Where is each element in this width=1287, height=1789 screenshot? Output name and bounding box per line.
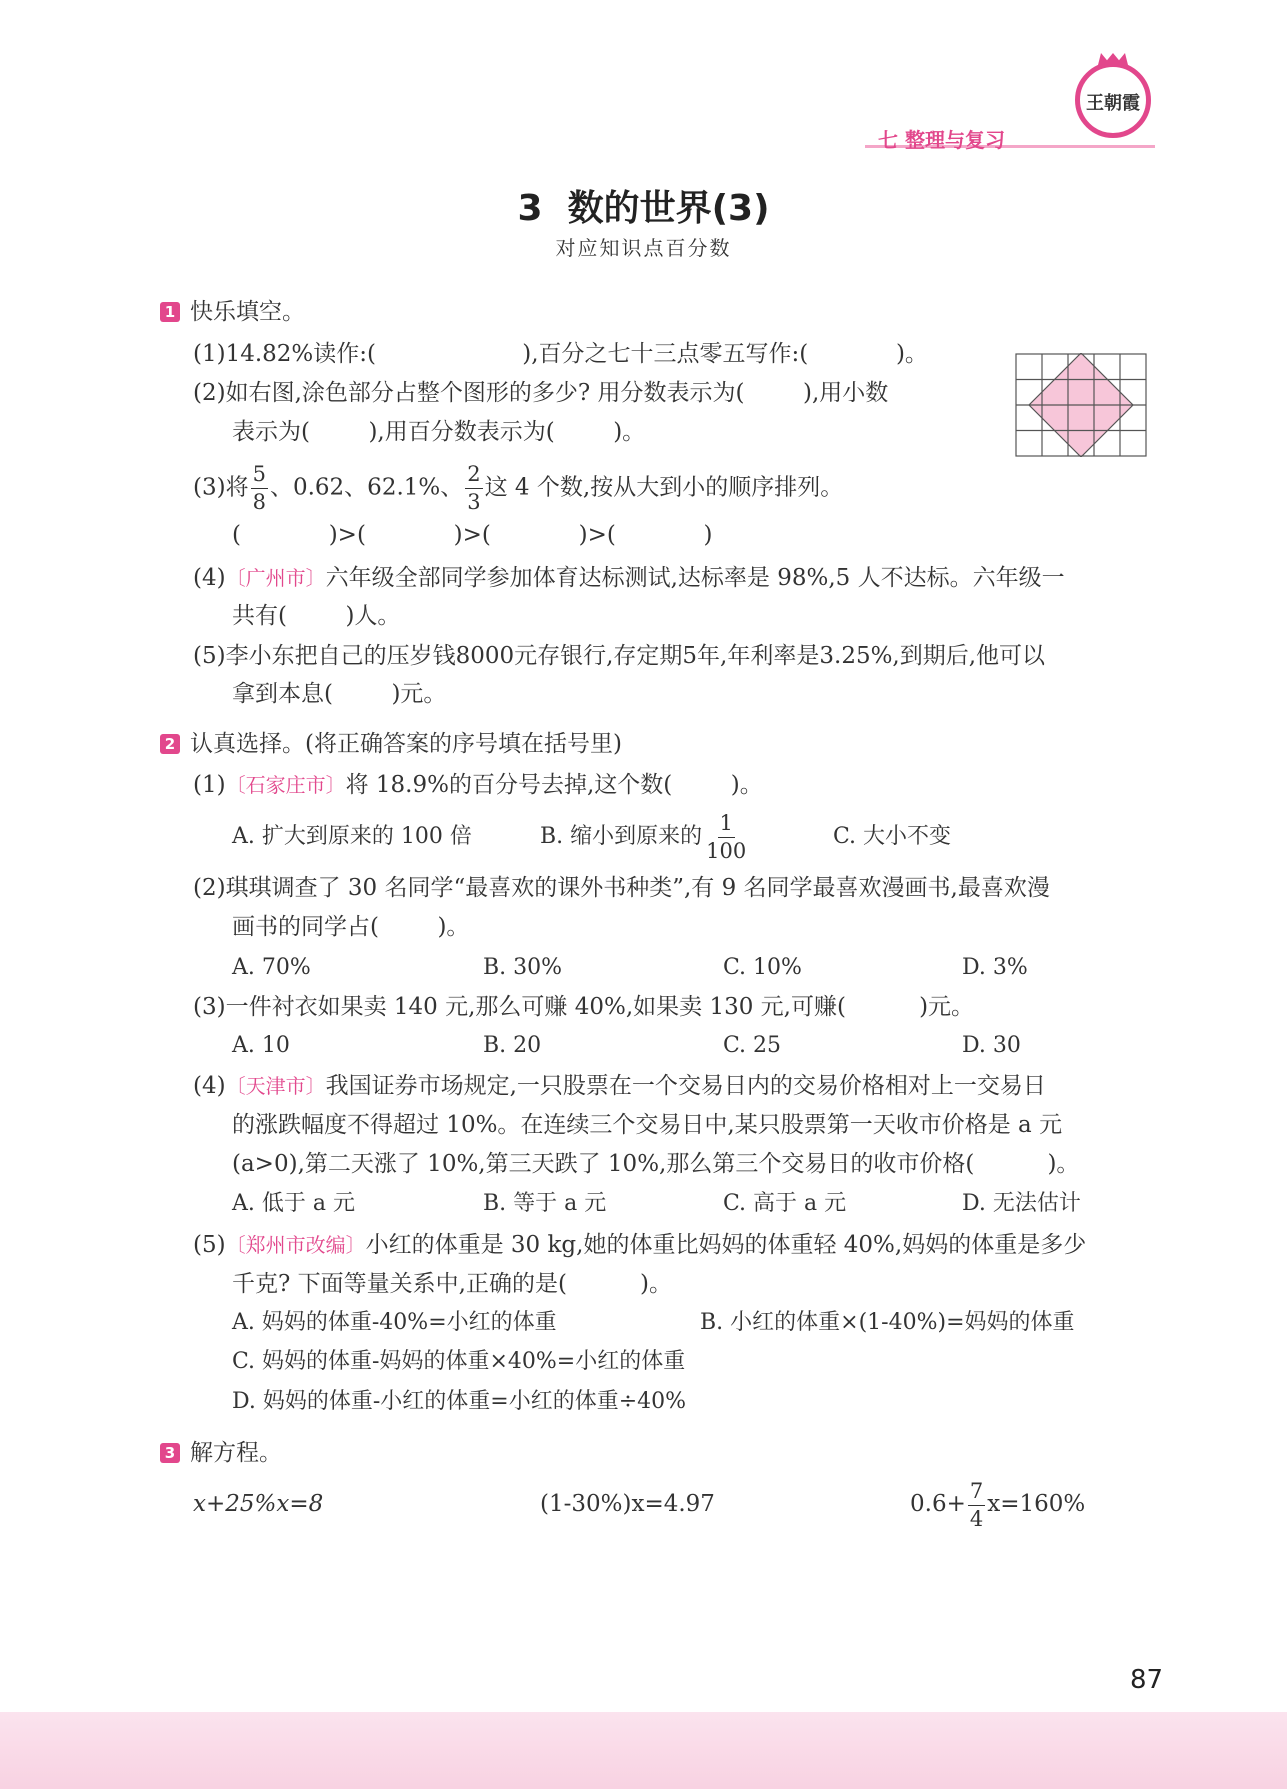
fraction-7-4: [968, 1478, 985, 1531]
section-3-title: 解方程。: [190, 1440, 282, 1466]
frac-den: 8: [252, 490, 266, 514]
s1-q4-text: 六年级全部同学参加体育达标测试,达标率是 98%,5 人不达标。六年级一: [325, 565, 1065, 591]
frac-den: 4: [969, 1506, 984, 1531]
s2-q1-text: 将 18.9%的百分号去掉,这个数( )。: [345, 772, 763, 798]
s2-q4-line1: [193, 1070, 1046, 1102]
logo-crown-icon: [1098, 53, 1128, 65]
s1-q2-line1: (2)如右图,涂色部分占整个图形的多少? 用分数表示为( ),用小数: [193, 380, 889, 406]
section-1-badge: 1: [160, 302, 180, 322]
section-2-title: 认真选择。(将正确答案的序号填在括号里): [190, 731, 622, 757]
s2-q2-line2: 画书的同学占( )。: [232, 914, 470, 940]
s1-q4-prefix: (4): [193, 565, 226, 591]
fraction-5-8: [251, 464, 268, 513]
s2-q4-line2: 的涨跌幅度不得超过 10%。在连续三个交易日中,某只股票第一天收市价格是 a 元: [232, 1112, 1063, 1138]
frac-num: 1: [718, 813, 735, 838]
s2-q4-option-c: C. 高于 a 元: [723, 1191, 847, 1216]
s2-q4-option-d: D. 无法估计: [962, 1191, 1081, 1216]
s1-q4-line1: [193, 562, 1065, 594]
s2-q4-option-b: B. 等于 a 元: [483, 1191, 607, 1216]
s1-q5-line1: (5)李小东把自己的压岁钱8000元存银行,存定期5年,年利率是3.25%,到期后,他可以: [193, 643, 1046, 669]
s2-q1-prefix: (1): [193, 772, 226, 798]
section-2-badge: 2: [160, 734, 180, 754]
frac-num: 7: [968, 1481, 985, 1506]
s2-q1-option-b-text: B. 缩小到原来的: [540, 824, 703, 849]
s2-q3: (3)一件衬衣如果卖 140 元,那么可赚 40%,如果卖 130 元,可赚( )元。: [193, 994, 975, 1020]
bottom-band: [0, 1712, 1287, 1789]
page-subtitle: 对应知识点百分数: [555, 236, 732, 260]
s2-q2-option-b: B. 30%: [483, 955, 563, 980]
page-title: 3 数的世界(3): [517, 188, 770, 229]
frac-den: 100: [706, 838, 747, 863]
s2-q4-line3: (a>0),第二天涨了 10%,第三天跌了 10%,那么第三个交易日的收市价格( )。: [232, 1151, 1080, 1177]
s1-q1: (1)14.82%读作:( ),百分之七十三点零五写作:( )。: [193, 341, 928, 367]
s1-q4-line2: 共有( )人。: [232, 603, 401, 629]
s2-q1-option-c: C. 大小不变: [833, 824, 952, 849]
section-1-title: 快乐填空。: [190, 299, 305, 325]
region-tag: 〔天津市〕: [225, 1074, 326, 1098]
shaded-grid-figure: [1015, 353, 1147, 457]
frac-num: 5: [251, 464, 268, 489]
eq3-prefix: 0.6+: [910, 1491, 966, 1517]
s2-q2-option-d: D. 3%: [962, 955, 1028, 980]
section-3-badge: 3: [160, 1443, 180, 1463]
fraction-1-100: [704, 810, 748, 863]
s2-q4-option-a: A. 低于 a 元: [232, 1191, 355, 1216]
s2-q1: [193, 769, 763, 801]
s2-q4-prefix: (4): [193, 1073, 226, 1099]
s2-q5-option-d: D. 妈妈的体重-小红的体重=小红的体重÷40%: [232, 1389, 687, 1414]
equation-2: (1-30%)x=4.97: [540, 1491, 715, 1517]
s1-q3-suffix: 这 4 个数,按从大到小的顺序排列。: [484, 474, 844, 501]
s2-q5-prefix: (5): [193, 1232, 226, 1258]
frac-num: 2: [465, 464, 482, 489]
equation-1: x+25%x=8: [193, 1491, 324, 1517]
region-tag: 〔广州市〕: [225, 566, 326, 590]
s2-q2-option-c: C. 10%: [723, 955, 802, 980]
s1-q2-line2: 表示为( ),用百分数表示为( )。: [232, 419, 646, 445]
frac-den: 3: [467, 490, 481, 514]
s2-q3-option-a: A. 10: [232, 1033, 290, 1058]
s2-q1-option-b: [540, 806, 750, 868]
s2-q5-line2: 千克? 下面等量关系中,正确的是( )。: [232, 1271, 673, 1297]
s2-q3-option-c: C. 25: [723, 1033, 782, 1058]
s2-q4-text: 我国证券市场规定,一只股票在一个交易日内的交易价格相对上一交易日: [325, 1073, 1046, 1099]
page-number: 87: [1130, 1665, 1164, 1695]
chapter-label: 七 整理与复习: [878, 128, 1005, 152]
logo-text: 王朝霞: [1086, 93, 1140, 114]
s2-q5-text: 小红的体重是 30 kg,她的体重比妈妈的体重轻 40%,妈妈的体重是多少: [365, 1232, 1087, 1258]
s1-q5-line2: 拿到本息( )元。: [232, 681, 447, 707]
s1-q3-order: ( )>( )>( )>( ): [232, 522, 713, 548]
region-tag: 〔石家庄市〕: [225, 773, 346, 797]
region-tag: 〔郑州市改编〕: [225, 1233, 366, 1257]
s2-q5-option-a: A. 妈妈的体重-40%=小红的体重: [232, 1310, 557, 1335]
s2-q5-option-c: C. 妈妈的体重-妈妈的体重×40%=小红的体重: [232, 1349, 686, 1374]
s2-q3-option-b: B. 20: [483, 1033, 542, 1058]
eq3-suffix: x=160%: [987, 1491, 1086, 1517]
equation-3: [910, 1478, 1085, 1530]
s1-q3-prefix: (3)将: [193, 474, 249, 501]
brand-logo: [1075, 62, 1151, 138]
s2-q2-option-a: A. 70%: [232, 955, 311, 980]
fraction-2-3: [465, 464, 482, 513]
s2-q2-line1: (2)琪琪调查了 30 名同学“最喜欢的课外书种类”,有 9 名同学最喜欢漫画书,最喜欢漫: [193, 875, 1050, 901]
s2-q5-option-b: B. 小红的体重×(1-40%)=妈妈的体重: [700, 1310, 1075, 1335]
s1-q3: [193, 464, 843, 513]
s1-q3-mid: 、0.62、62.1%、: [269, 474, 464, 501]
s2-q5-line1: [193, 1229, 1086, 1261]
s2-q3-option-d: D. 30: [962, 1033, 1021, 1058]
s2-q1-option-a: A. 扩大到原来的 100 倍: [232, 824, 472, 849]
